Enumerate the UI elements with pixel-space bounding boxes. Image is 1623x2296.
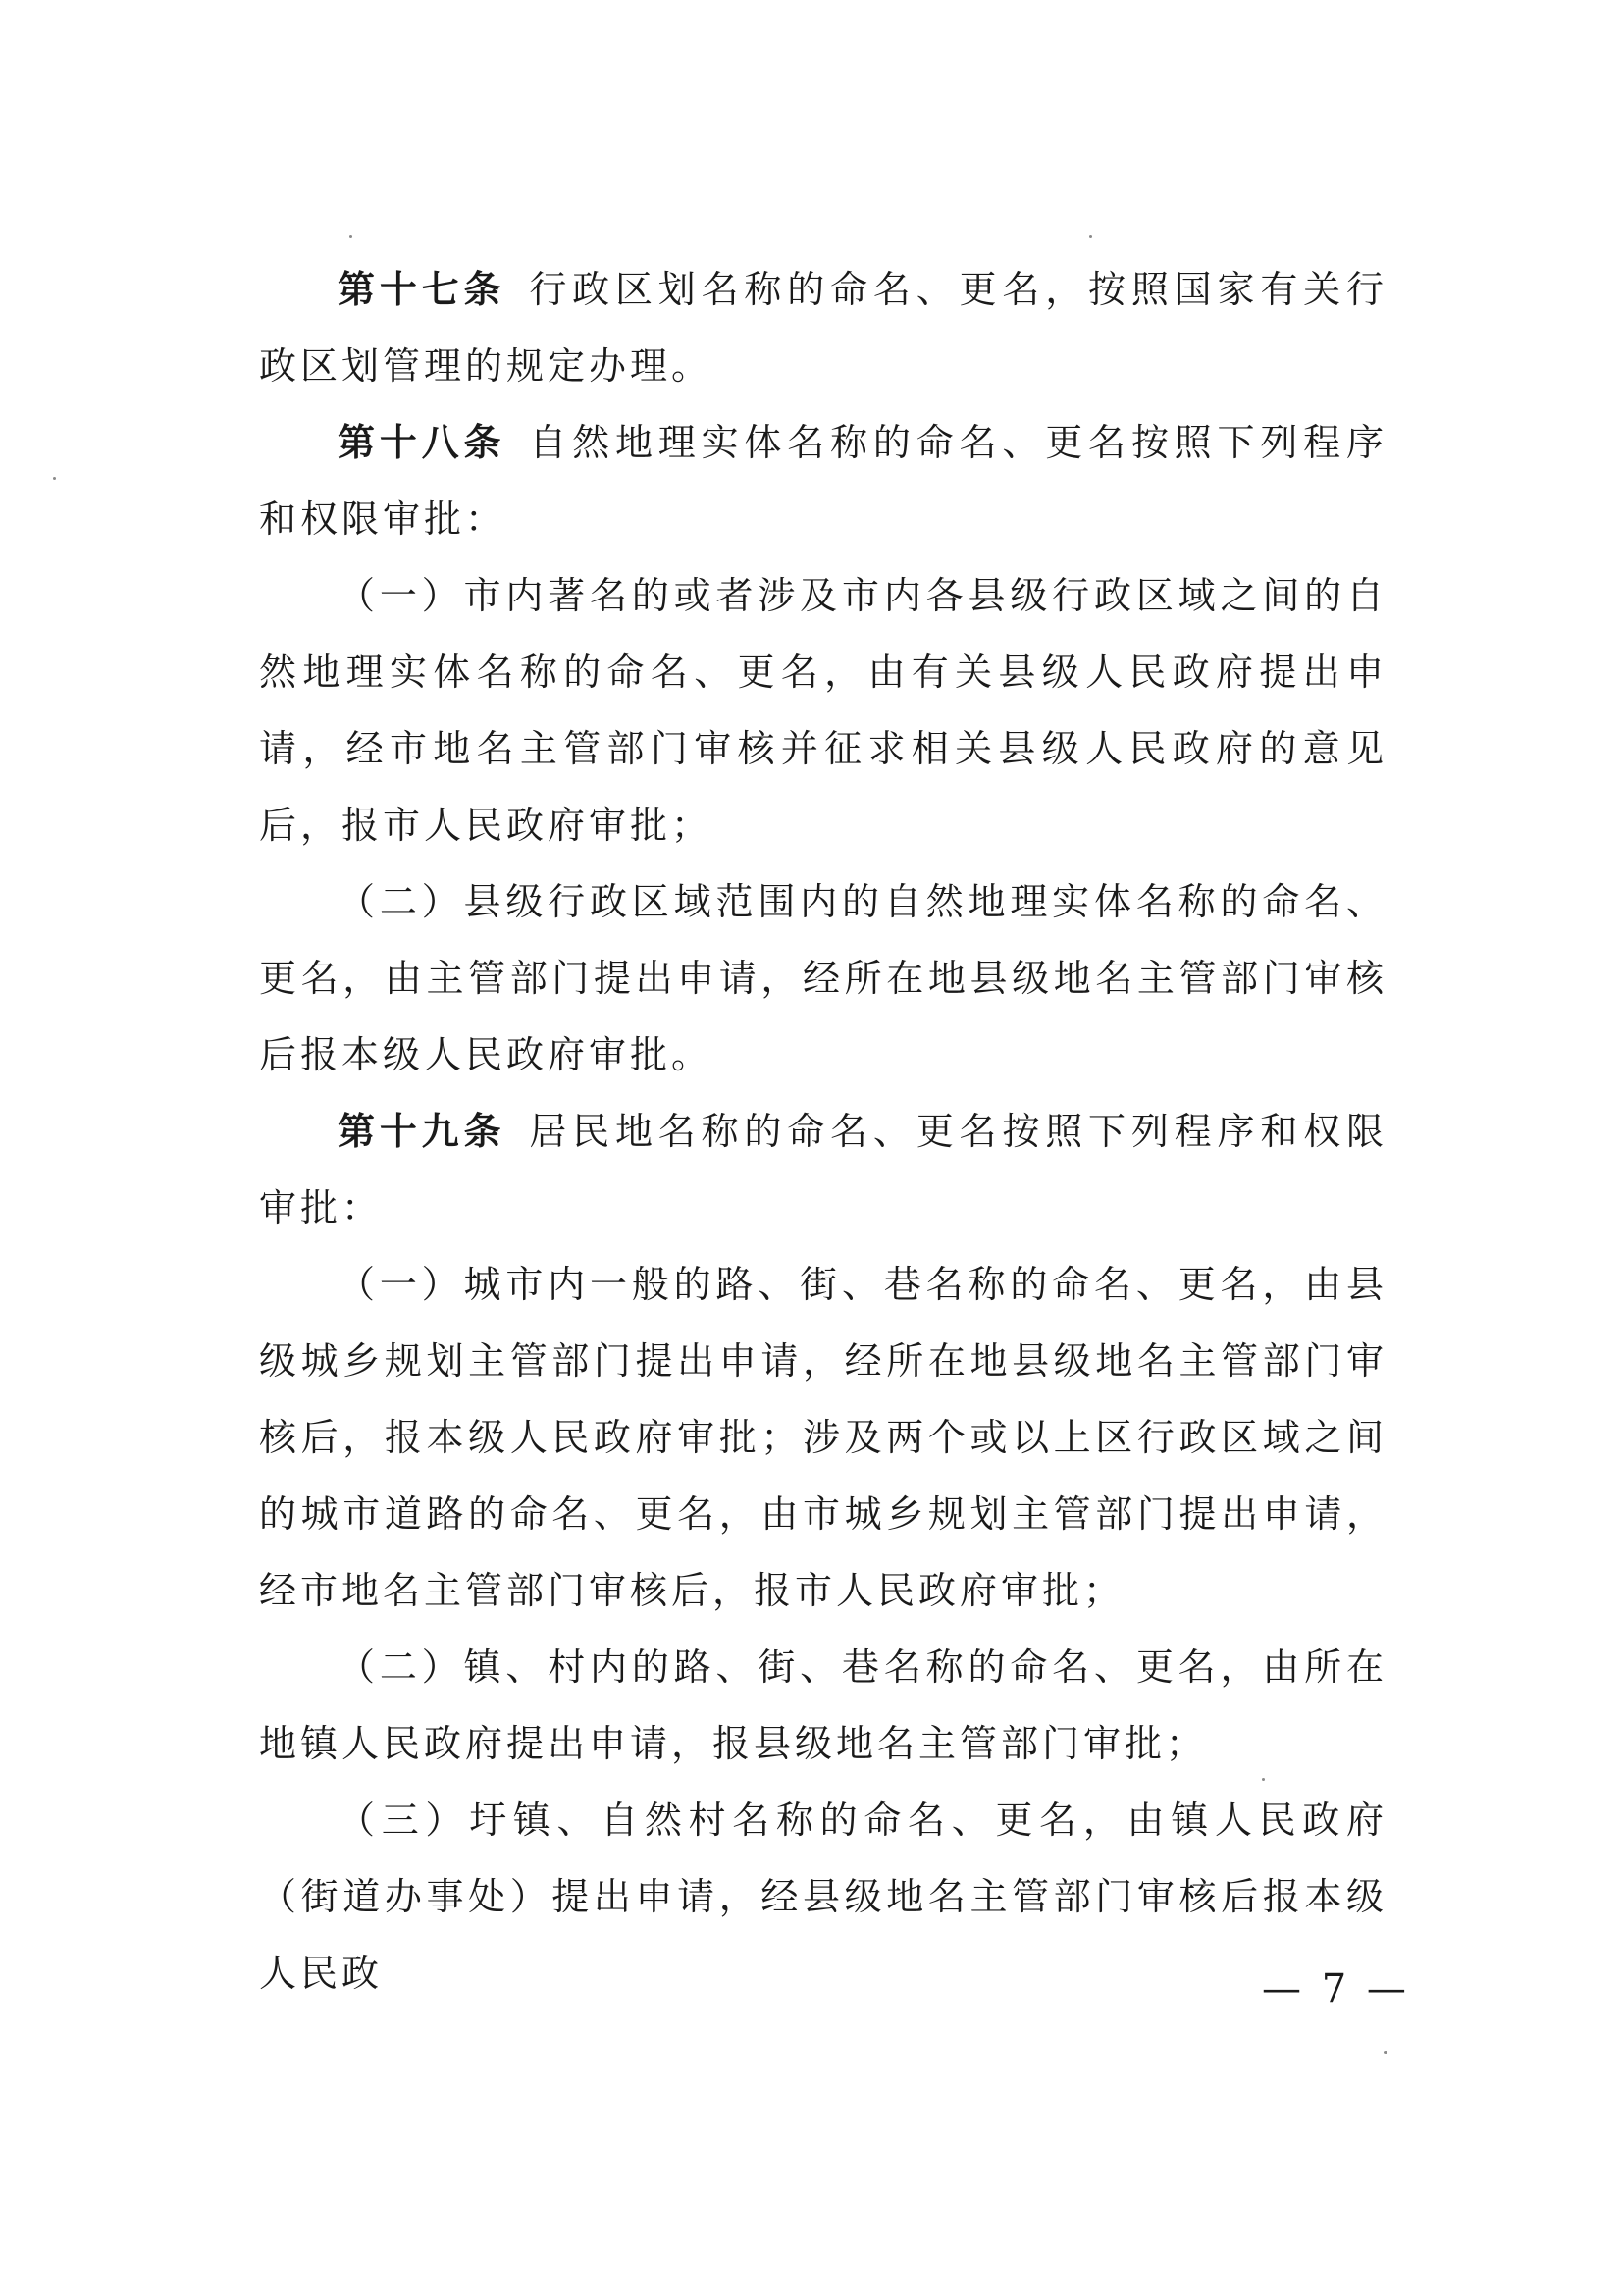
scan-speck [1262,1778,1265,1781]
document-body [259,251,1387,2011]
scan-speck [53,477,56,480]
paragraph-text: （二）县级行政区域范围内的自然地理实体名称的命名、更名，由主管部门提出申请，经所在地县级地名主管部门审核后报本级人民政府审批。 [259,880,1387,1076]
scan-speck [349,235,352,238]
scan-speck [1089,235,1092,238]
paragraph-text: （一）城市内一般的路、街、巷名称的命名、更名，由县级城乡规划主管部门提出申请，经所在地县级地名主管部门审核后，报本级人民政府审批；涉及两个或以上区行政区域之间的城市道路的命名、更名，由市城乡规划主管部门提出申请，经市地名主管部门审核后，报市人民政府审批； [259,1263,1387,1612]
paragraph-item [259,863,1387,1093]
paragraph-text: （三）圩镇、自然村名称的命名、更名，由镇人民政府（街道办事处）提出申请，经县级地名主管部门审核后报本级人民政 [259,1799,1387,1995]
paragraph-article-19 [259,1093,1387,1246]
article-heading: 第十八条 [338,421,506,464]
article-heading: 第十七条 [338,268,506,311]
paragraph-article-18 [259,404,1387,557]
page-number: — 7 — [1262,1966,1410,2011]
article-heading: 第十九条 [338,1110,506,1153]
paragraph-item [259,1246,1387,1629]
paragraph-item [259,557,1387,863]
paragraph-text: 行政区划名称的命名、更名，按照国家有关行政区划管理的规定办理。 [259,268,1387,388]
paragraph-text: （二）镇、村内的路、街、巷名称的命名、更名，由所在地镇人民政府提出申请，报县级地名主管部门审批； [259,1645,1387,1765]
scan-speck [1384,2051,1387,2054]
paragraph-item [259,1629,1387,1782]
paragraph-item [259,1782,1387,2011]
paragraph-article-17 [259,251,1387,404]
paragraph-text: （一）市内著名的或者涉及市内各县级行政区域之间的自然地理实体名称的命名、更名，由有关县级人民政府提出申请，经市地名主管部门审核并征求相关县级人民政府的意见后，报市人民政府审批； [259,574,1387,847]
paragraph-text: 自然地理实体名称的命名、更名按照下列程序和权限审批： [259,421,1387,541]
paragraph-text: 居民地名称的命名、更名按照下列程序和权限审批： [259,1110,1387,1229]
